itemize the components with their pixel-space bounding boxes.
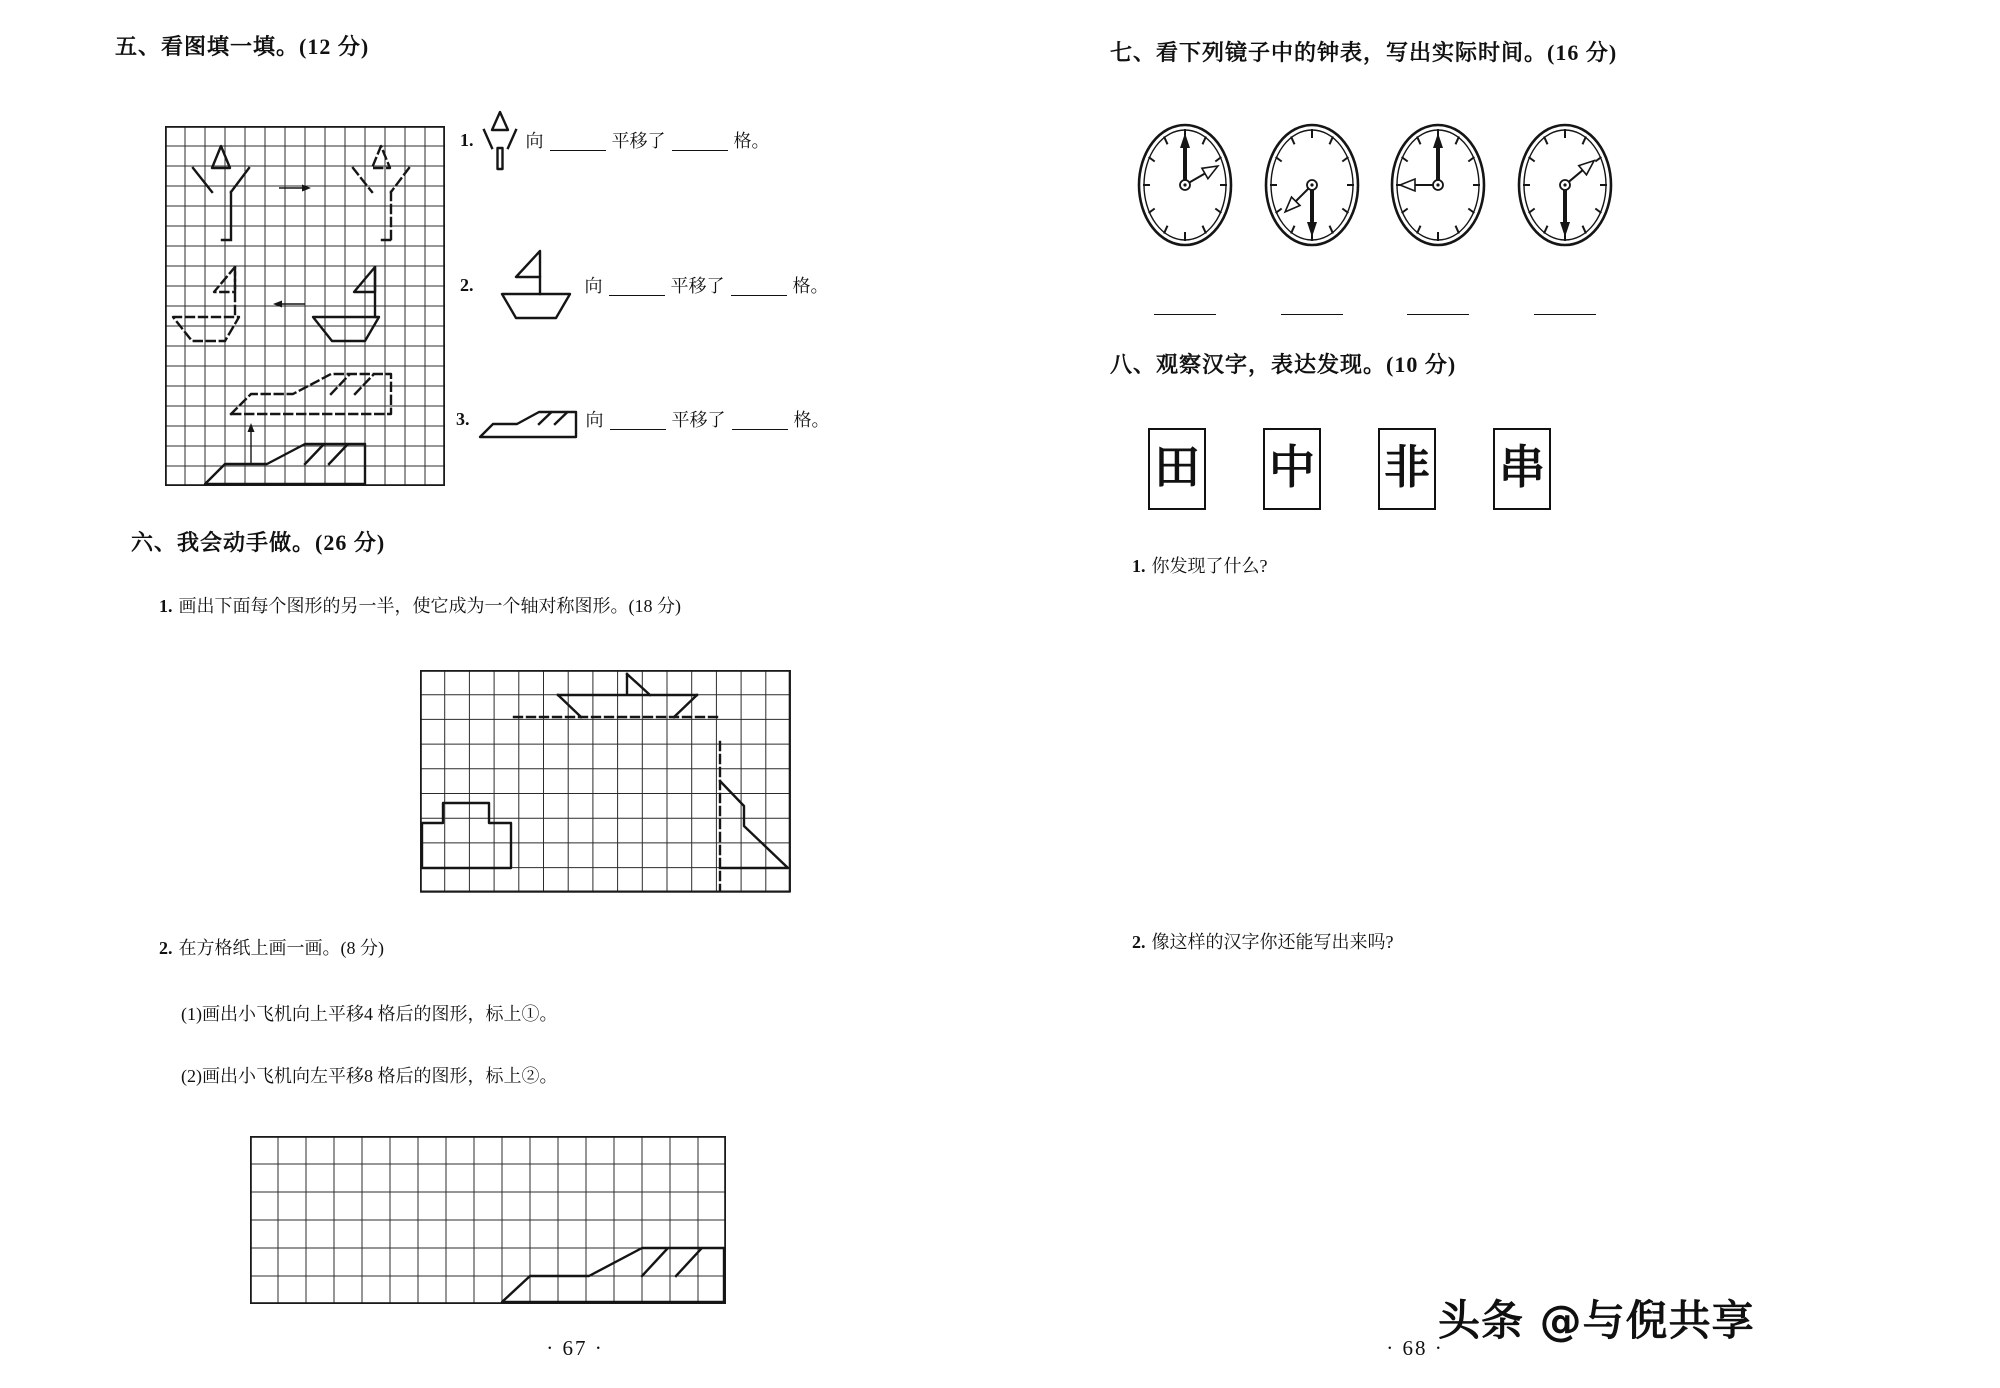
answer-blank [732,409,788,430]
plane-shape [502,1248,724,1302]
answer-blank [609,275,665,296]
label-xiang: 向 [585,410,604,430]
grid-lines [165,126,445,486]
answer-blank [550,130,606,151]
half-tree-shape [720,742,788,890]
question-number: 1. [460,129,474,150]
drawing-grid [250,1136,726,1304]
boat-icon [482,248,577,323]
section6-title: 六、我会动手做。(26 分) [131,530,386,555]
question-number: 1. [159,596,173,616]
label-xiang: 向 [584,276,603,296]
answer-line [1407,314,1469,315]
grid-lines [420,670,791,892]
question-text: 画出下面每个图形的另一半，使它成为一个轴对称图形。(18 分) [178,596,681,616]
section8-title: 八、观察汉字，表达发现。(10 分) [1110,352,1457,377]
question-text: 像这样的汉字你还能写出来吗? [1151,932,1394,952]
section5-title: 五、看图填一填。(12 分) [115,34,370,59]
mirror-clock-3 [1383,120,1493,250]
mirror-clock-4 [1510,120,1620,250]
up-arrow [248,423,255,464]
question-text: 在方格纸上画一画。(8 分) [178,938,384,958]
half-step-shape [422,803,511,868]
tulip-icon [482,109,518,171]
mirror-clock-1 [1130,120,1240,250]
translation-grid [165,126,445,486]
mirror-clock-2 [1257,120,1367,250]
question-2 [460,246,829,324]
section6-q2 [159,934,384,960]
answer-blank [610,409,666,430]
answer-line [1534,314,1596,315]
grid-lines [250,1136,726,1304]
character-card-chuan: 串 [1493,428,1551,510]
answer-blank [731,275,787,296]
answer-line [1154,314,1216,315]
label-pingyile: 平移了 [671,410,726,430]
question-number: 2. [159,938,173,958]
section8-q2 [1132,928,1394,954]
question-number: 1. [1132,556,1146,576]
section8-q1 [1132,552,1268,578]
question-number: 2. [460,274,474,295]
symmetry-grid [420,670,791,893]
label-ge: 格。 [792,276,829,296]
plane-icon [478,399,578,439]
section7-title: 七、看下列镜子中的钟表，写出实际时间。(16 分) [1110,40,1618,65]
dashed-boat-shape [173,267,239,341]
label-ge: 格。 [733,131,770,151]
character-card-zhong: 中 [1263,428,1321,510]
question-1 [460,108,770,172]
question-number: 2. [1132,932,1146,952]
section6-q1 [159,592,681,618]
character-card-tian: 田 [1148,428,1206,510]
watermark: 头条 @与倪共享 [1438,1296,1755,1345]
label-xiang: 向 [525,131,544,151]
character-card-fei: 非 [1378,428,1436,510]
page-number-68: · 68 · [1386,1336,1444,1360]
label-ge: 格。 [793,410,830,430]
answer-line [1281,314,1343,315]
label-pingyile: 平移了 [611,131,666,151]
section6-q2-sub1: (1)画出小飞机向上平移4 格后的图形，标上①。 [181,1004,558,1024]
question-text: 你发现了什么? [1151,556,1268,576]
page-number-67: · 67 · [546,1336,604,1360]
solid-boat-shape [313,267,379,341]
label-pingyile: 平移了 [670,276,725,296]
question-number: 3. [456,408,470,429]
section6-q2-sub2: (2)画出小飞机向左平移8 格后的图形，标上②。 [181,1066,558,1086]
question-3 [456,398,830,440]
dashed-plane-shape [231,374,391,414]
answer-blank [672,130,728,151]
